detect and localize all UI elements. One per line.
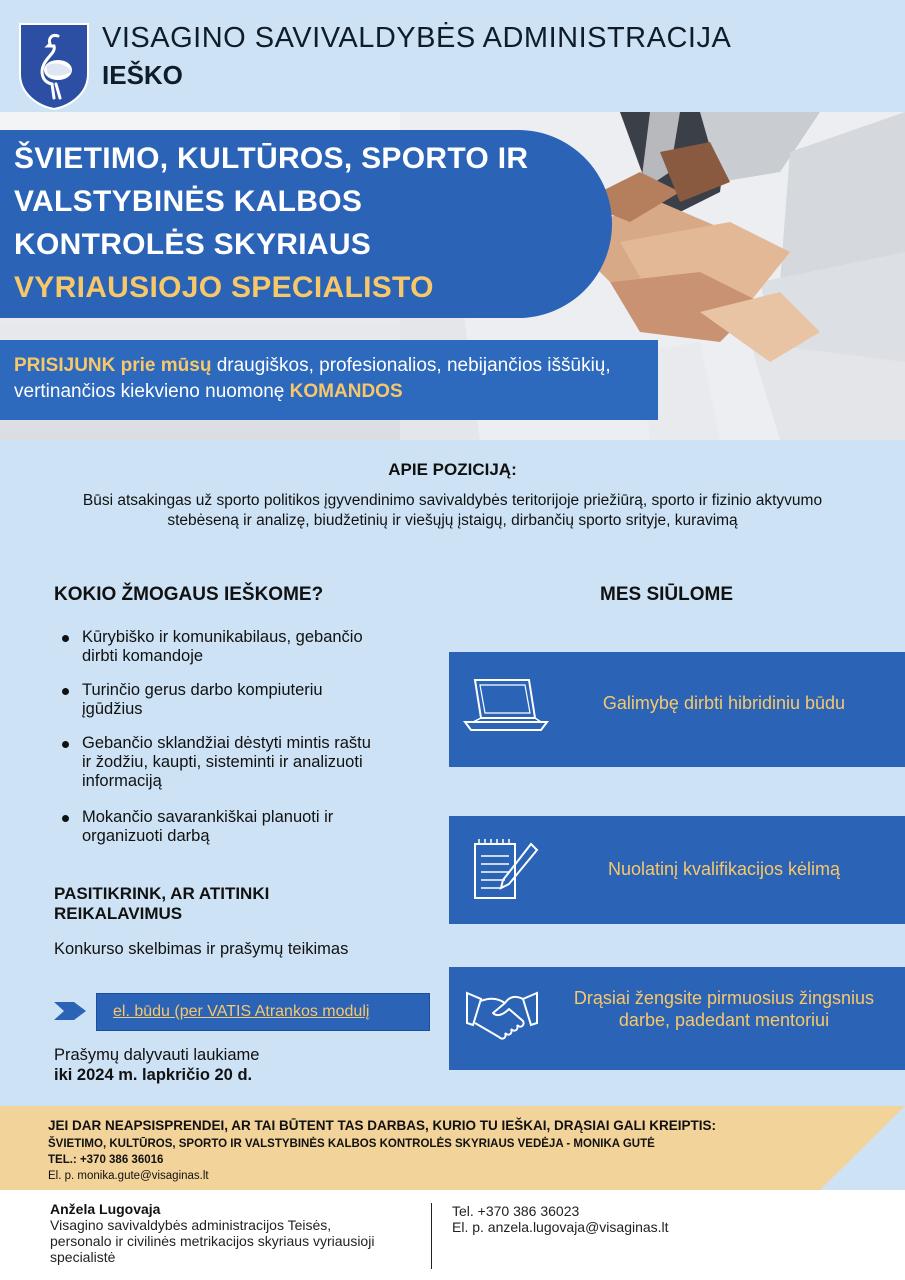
offer-card-qualification (449, 816, 905, 924)
offer-card-hybrid (449, 652, 905, 767)
offer-text: Galimybę dirbti hibridiniu būdu (602, 693, 846, 713)
job-title-box (0, 130, 612, 318)
requirement-item: Turinčio gerus darbo kompiuteriu įgūdžius (60, 681, 380, 719)
join-lead: PRISIJUNK prie mūsų (14, 355, 212, 376)
requirement-item: Mokančio savarankiškai planuoti ir organizuoti darbą (60, 808, 380, 846)
requirements-list (60, 628, 380, 863)
contact-person-name: Anželа Lugovaja (50, 1201, 161, 1217)
title-line-2: VALSTYBINĖS KALBOS (14, 185, 363, 218)
join-text (14, 353, 646, 405)
contact-person-role: Visagino savivaldybės administracijos Teisės, personalo ir civilinės metrikacijos skyriaus vyriausioji specialistė (50, 1217, 375, 1265)
contact-head-phone: TEL.: +370 386 36016 (48, 1154, 164, 1166)
about-text: Būsi atsakingas už sporto politikos įgyvendinimo savivaldybės teritorijoje priežiūrą, sporto ir fizinio aktyvumo stebėseną ir analizę, biudžetinių ir viešųjų įstaigų, dirbančių sporto srityje, kuravimą (82, 492, 823, 529)
application-link-box[interactable] (96, 993, 430, 1031)
hero-section (0, 112, 905, 440)
band-corner-decoration (700, 1106, 905, 1190)
offer-text: Nuolatinį kvalifikacijos kėlimą (607, 859, 841, 879)
join-tail: KOMANDOS (289, 381, 403, 402)
about-title: APIE POZICIJĄ: (388, 460, 517, 479)
deadline-date: iki 2024 m. lapkričio 20 d. (54, 1066, 253, 1084)
title-line-1: ŠVIETIMO, KULTŪROS, SPORTO IR (14, 142, 529, 175)
offers-title: MES SIŪLOME (600, 584, 734, 605)
footer-divider (431, 1203, 432, 1269)
check-requirements-title: PASITIKRINK, AR ATITINKI REIKALAVIMUS (54, 884, 270, 923)
contact-head-email: El. p. monika.gute@visaginas.lt (48, 1170, 209, 1182)
offer-text: Drąsiai žengsite pirmuosius žingsnius darbe, padedant mentoriui (573, 988, 875, 1030)
contact-person-phone: Tel. +370 386 36023 (452, 1203, 580, 1219)
seeks-label: IEŠKO (102, 60, 183, 90)
organization-name: VISAGINO SAVIVALDYBĖS ADMINISTRACIJA (102, 22, 732, 54)
requirement-item: Kūrybiško ir komunikabilaus, gebančio dirbti komandoje (60, 628, 380, 666)
contest-text: Konkurso skelbimas ir prašymų teikimas (54, 940, 349, 958)
contact-band-heading: JEI DAR NEAPSISPRENDEI, AR TAI BŪTENT TAS DARBAS, KURIO TU IEŠKAI, DRĄSIAI GALI KREIPTIS: (48, 1118, 717, 1133)
laptop-icon (463, 676, 549, 734)
handshake-icon (465, 985, 539, 1051)
coat-of-arms-icon (18, 22, 90, 110)
join-team-box (0, 340, 658, 420)
join-middle: draugiškos, profesionalios, nebijančios iššūkių, vertinančios kiekvieno nuomonę (14, 355, 611, 402)
title-line-3: KONTROLĖS SKYRIAUS (14, 228, 372, 261)
header (0, 0, 905, 112)
contact-head-of-department: ŠVIETIMO, KULTŪROS, SPORTO IR VALSTYBINĖS KALBOS KONTROLĖS SKYRIAUS VEDĖJA - MONIKA GUTĖ (48, 1138, 655, 1150)
requirement-item: Gebančio sklandžiai dėstyti mintis raštu ir žodžiu, kaupti, sisteminti ir analizuoti informaciją (60, 734, 380, 791)
requirements-title: KOKIO ŽMOGAUS IEŠKOME? (54, 584, 324, 605)
chevron-right-icon (54, 1002, 86, 1020)
title-line-4: VYRIAUSIOJO SPECIALISTO (14, 271, 434, 304)
offer-card-mentor (449, 967, 905, 1070)
deadline-label: Prašymų dalyvauti laukiame (54, 1046, 260, 1064)
application-link[interactable]: el. būdu (per VATIS Atrankos modulį (113, 1003, 370, 1020)
contact-person-email: El. p. anzela.lugovaja@visaginas.lt (452, 1219, 669, 1235)
notepad-pen-icon (471, 836, 543, 904)
